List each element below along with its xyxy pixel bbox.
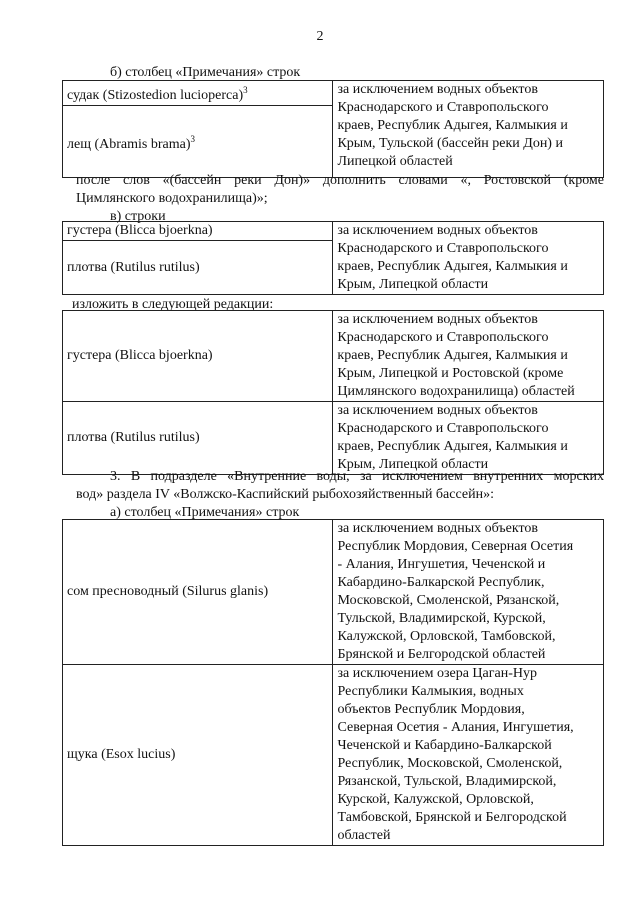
species-cell: густера (Blicca bjoerkna) xyxy=(63,311,333,402)
note-cell: за исключением водных объектов Краснодарского и Ставропольского краев, Республик Адыгея, Калмыкия и Крым, Липецкой области xyxy=(333,402,604,475)
note-cell: за исключением водных объектов Краснодарского и Ставропольского краев, Республик Адыгея, Калмыкия и Крым, Липецкой области xyxy=(333,222,604,295)
species-cell: плотва (Rutilus rutilus) xyxy=(63,241,333,295)
table-2 xyxy=(62,221,604,295)
page-number: 2 xyxy=(316,29,324,44)
note-cell: за исключением водных объектов Краснодарского и Ставропольского краев, Республик Адыгея, Калмыкия и Крым, Тульской (бассейн реки Дон) и Липецкой областей xyxy=(333,81,604,178)
paragraph-1-line-2: Цимлянского водохранилища)»; xyxy=(76,191,268,206)
species-cell: судак (Stizostedion lucioperca)$^3$ xyxy=(63,81,333,106)
paragraph-2: изложить в следующей редакции: xyxy=(72,297,274,312)
paragraph-3-line-2: вод» раздела IV «Волжско-Каспийский рыбохозяйственный бассейн»: xyxy=(76,487,494,502)
table-1 xyxy=(62,80,604,178)
paragraph-3-line-1: 3. В подразделе «Внутренние воды, за исключением внутренних морских xyxy=(110,469,604,484)
species-cell: щука (Esox lucius) xyxy=(63,665,333,846)
note-cell: за исключением водных объектов Краснодарского и Ставропольского краев, Республик Адыгея, Калмыкия и Крым, Липецкой и Ростовской (кроме Цимлянского водохранилища) областей xyxy=(333,311,604,402)
species-cell: плотва (Rutilus rutilus) xyxy=(63,402,333,475)
species-cell: густера (Blicca bjoerkna) xyxy=(63,222,333,241)
section-a-heading: а) столбец «Примечания» строк xyxy=(110,505,300,520)
section-b-heading: б) столбец «Примечания» строк xyxy=(110,65,301,80)
species-cell: сом пресноводный (Silurus glanis) xyxy=(63,520,333,665)
table-3 xyxy=(62,310,604,475)
note-cell: за исключением водных объектов Республик Мордовия, Северная Осетия - Алания, Ингушетия, Чеченской и Кабардино-Балкарской Республик, Московской, Смоленской, Рязанской, Тульской, Владимирской, Курской, Калужской, Орловской, Тамбовской, Брянской и Белгородской областей xyxy=(333,520,604,665)
paragraph-1-line-1: после слов «(бассейн реки Дон)» дополнить словами «, Ростовской (кроме xyxy=(76,173,604,188)
note-cell: за исключением озера Цаган-Нур Республики Калмыкия, водных объектов Республик Мордовия, Северная Осетия - Алания, Ингушетия, Чеченской и Кабардино-Балкарской Республик, Московской, Смоленской, Рязанской, Тульской, Владимирской, Курской, Калужской, Орловской, Тамбовской, Брянской и Белгородской областей xyxy=(333,665,604,846)
species-cell: лещ (Abramis brama)$^3$ xyxy=(63,106,333,178)
section-v-heading: в) строки xyxy=(110,209,166,224)
table-4 xyxy=(62,519,604,846)
